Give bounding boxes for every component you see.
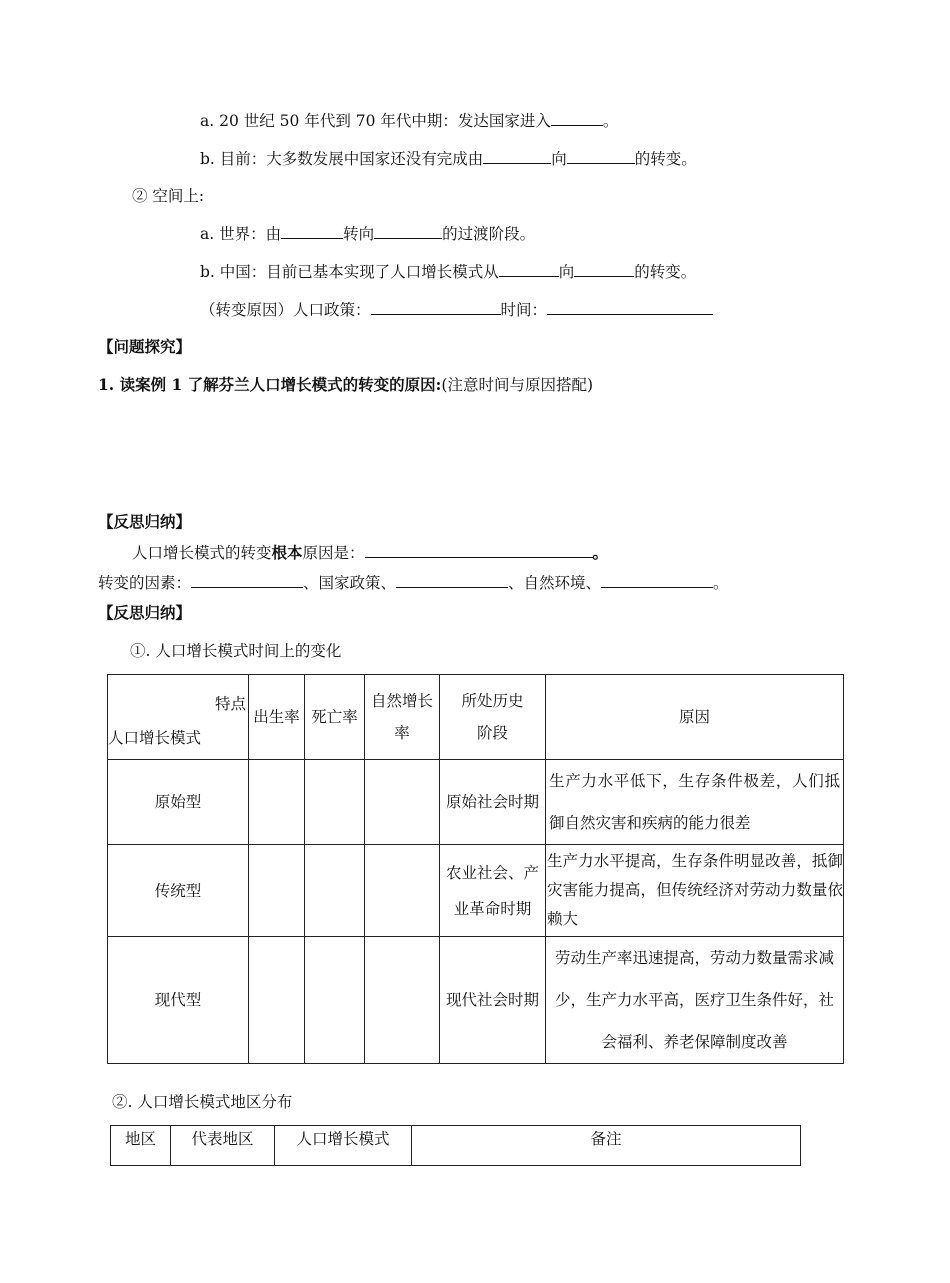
- corner-bottom-label: 人口增长模式: [108, 729, 202, 747]
- time-change-table: [107, 674, 844, 1064]
- stage-cell: 农业社会、产业革命时期: [440, 845, 546, 937]
- reason-cell: 生产力水平提高，生存条件明显改善，抵御灾害能力提高，但传统经济对劳动力数量依赖大: [546, 845, 844, 937]
- blank: [601, 572, 713, 588]
- header-notes: 备注: [412, 1126, 801, 1166]
- blank: [574, 261, 634, 277]
- empty-cell: [305, 937, 365, 1064]
- space-reason: （转变原因）人口政策： 时间：: [200, 299, 713, 320]
- header-representative-region: 代表地区: [171, 1126, 275, 1166]
- table2-title: ②. 人口增长模式地区分布: [112, 1093, 293, 1111]
- blank: [281, 223, 343, 239]
- reason-cell: 劳动生产率迅速提高，劳动力数量需求减少，生产力水平高，医疗卫生条件好，社会福利、养老保障制度改善: [546, 937, 844, 1064]
- root-cause-line: 人口增长模式的转变根本原因是： 。: [132, 543, 609, 562]
- empty-cell: [365, 937, 440, 1064]
- blank: [396, 572, 508, 588]
- blank: [551, 110, 603, 126]
- table1-title: ①. 人口增长模式时间上的变化: [130, 642, 342, 660]
- factors-line: 转变的因素： 、国家政策、 、自然环境、 。: [98, 574, 729, 592]
- empty-cell: [365, 845, 440, 937]
- header-birth-rate: 出生率: [249, 675, 305, 760]
- table-header-row: [108, 675, 844, 760]
- mode-cell: 现代型: [108, 937, 249, 1064]
- blank: [371, 299, 501, 315]
- corner-top-label: 特点: [214, 695, 246, 713]
- blank: [365, 542, 593, 558]
- reflection-heading-2: 【反思归纳】: [98, 603, 192, 622]
- header-stage: 所处历史阶段: [440, 675, 546, 760]
- blank: [191, 572, 303, 588]
- header-reason: 原因: [546, 675, 844, 760]
- header-death-rate: 死亡率: [305, 675, 365, 760]
- corner-header: [108, 675, 249, 760]
- space-item-a: a. 世界：由 转向 的过渡阶段。: [200, 225, 536, 243]
- table-row: [108, 845, 844, 937]
- mode-cell: 传统型: [108, 845, 249, 937]
- empty-cell: [365, 760, 440, 845]
- space-heading: ② 空间上:: [132, 187, 205, 205]
- region-distribution-table: [110, 1125, 801, 1166]
- time-item-b: b. 目前：大多数发展中国家还没有完成由 向 的转变。: [200, 150, 697, 168]
- mode-cell: 原始型: [108, 760, 249, 845]
- empty-cell: [249, 760, 305, 845]
- time-item-a: a. 20 世纪 50 年代到 70 年代中期：发达国家进入 。: [200, 112, 619, 130]
- stage-cell: 原始社会时期: [440, 760, 546, 845]
- blank: [483, 148, 551, 164]
- header-region: 地区: [111, 1126, 171, 1166]
- space-item-b: b. 中国：目前已基本实现了人口增长模式从 向 的转变。: [200, 263, 697, 281]
- inquiry-question: 1. 读案例 1 了解芬兰人口增长模式的转变的原因:(注意时间与原因搭配): [98, 375, 593, 394]
- blank: [567, 148, 635, 164]
- blank: [499, 261, 559, 277]
- reflection-heading-1: 【反思归纳】: [98, 512, 192, 531]
- empty-cell: [305, 845, 365, 937]
- blank: [374, 223, 442, 239]
- header-natural-growth: 自然增长率: [365, 675, 440, 760]
- empty-cell: [249, 845, 305, 937]
- table-row: [108, 937, 844, 1064]
- header-growth-mode: 人口增长模式: [275, 1126, 412, 1166]
- stage-cell: 现代社会时期: [440, 937, 546, 1064]
- table-header-row: [111, 1126, 801, 1166]
- reason-cell: 生产力水平低下，生存条件极差，人们抵御自然灾害和疾病的能力很差: [546, 760, 844, 845]
- empty-cell: [249, 937, 305, 1064]
- table-row: [108, 760, 844, 845]
- inquiry-heading: 【问题探究】: [98, 337, 192, 356]
- empty-cell: [305, 760, 365, 845]
- blank: [547, 299, 713, 315]
